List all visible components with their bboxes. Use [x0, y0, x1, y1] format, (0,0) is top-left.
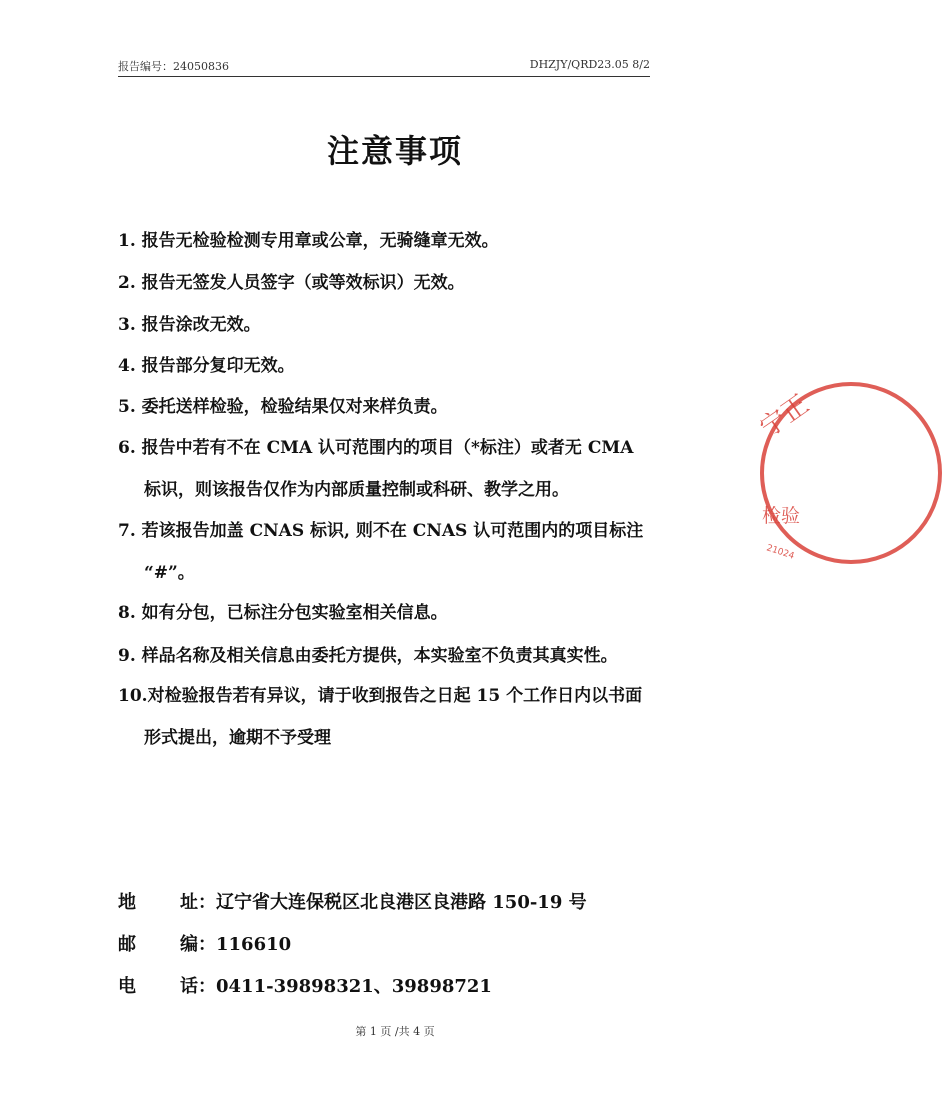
- notice-item-7: [118, 521, 678, 541]
- postcode-value: 116610: [216, 934, 292, 955]
- postcode-colon: ：: [198, 934, 216, 955]
- address-colon: ：: [198, 892, 216, 913]
- notice-item-1: [118, 231, 678, 251]
- postcode-label-char2: 编: [180, 934, 198, 955]
- notice-text: 报告中若有不在 CMA 认可范围内的项目（*标注）或者无 CMA: [141, 438, 634, 458]
- notice-item-10: [118, 686, 678, 706]
- report-number: 报告编号：24050836: [118, 60, 229, 73]
- notice-item-6: [118, 438, 678, 458]
- notice-text: 报告无签发人员签字（或等效标识）无效。: [141, 273, 465, 293]
- notice-item-8: [118, 603, 678, 623]
- phone-colon: ：: [198, 976, 216, 997]
- notice-number: 6.: [118, 438, 136, 458]
- notice-item-9: [118, 646, 678, 666]
- notice-text: 委托送样检验，检验结果仅对来样负责。: [141, 397, 448, 417]
- notice-item-2: [118, 273, 678, 293]
- notice-text: 报告涂改无效。: [141, 315, 261, 335]
- notice-item-4: [118, 356, 678, 376]
- notice-item-5: [118, 397, 678, 417]
- notice-number: 8.: [118, 603, 136, 623]
- address-label-char2: 址: [180, 892, 198, 913]
- notice-number: 2.: [118, 273, 136, 293]
- notice-number: 3.: [118, 315, 136, 335]
- notice-number: 7.: [118, 521, 136, 541]
- page-title: 注意事项: [326, 132, 463, 170]
- postcode-label-char1: 邮: [118, 934, 136, 955]
- phone-value: 0411-39898321、39898721: [216, 976, 492, 997]
- phone-label-char2: 话: [180, 976, 198, 997]
- notice-number: 4.: [118, 356, 136, 376]
- notice-item-7-continued: “#”。: [144, 563, 195, 583]
- notice-number: 10.: [118, 686, 148, 706]
- phone-label-char1: 电: [118, 976, 136, 997]
- header-divider: [118, 76, 650, 77]
- seal-middle-text: 检验: [762, 505, 801, 527]
- notice-item-6-continued: 标识，则该报告仅作为内部质量控制或科研、教学之用。: [144, 480, 569, 500]
- inspection-seal-stamp: [756, 378, 946, 568]
- notice-item-3: [118, 315, 678, 335]
- address-value: 辽宁省大连保税区北良港区良港路 150-19 号: [216, 892, 587, 913]
- notice-text: 对检验报告若有异议，请于收到报告之日起 15 个工作日内以书面: [147, 686, 643, 706]
- notice-number: 9.: [118, 646, 136, 666]
- seal-top-text: 宁正: [754, 389, 815, 444]
- page-footer: 第 1 页 /共 4 页: [355, 1025, 435, 1038]
- notice-number: 1.: [118, 231, 136, 251]
- notice-text: 样品名称及相关信息由委托方提供，本实验室不负责其真实性。: [141, 646, 618, 666]
- notice-item-10-continued: 形式提出，逾期不予受理: [144, 728, 331, 748]
- form-code: DHZJY/QRD23.05 8/2: [529, 58, 650, 71]
- notice-number: 5.: [118, 397, 136, 417]
- notice-text: 报告无检验检测专用章或公章，无骑缝章无效。: [141, 231, 499, 251]
- page-header: [118, 58, 650, 76]
- notice-text: 如有分包，已标注分包实验室相关信息。: [141, 603, 448, 623]
- address-label-char1: 地: [118, 892, 136, 913]
- seal-number-text: 21024: [765, 543, 796, 562]
- notice-text: 若该报告加盖 CNAS 标识, 则不在 CNAS 认可范围内的项目标注: [141, 521, 644, 541]
- notice-text: 报告部分复印无效。: [141, 356, 295, 376]
